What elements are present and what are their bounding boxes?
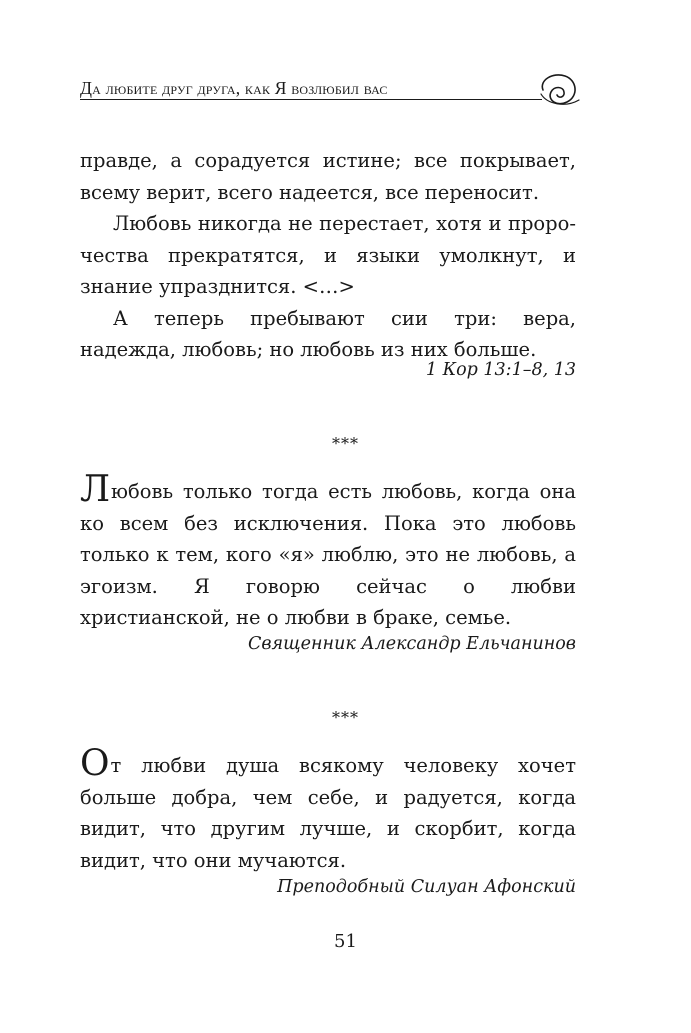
- swirl-ornament-icon: [535, 70, 583, 110]
- section-1-text: [80, 145, 576, 366]
- running-title: Да любите друг друга, как Я возлюбил вас: [80, 78, 388, 98]
- separator-1: ***: [332, 434, 359, 453]
- quote-2-body: юбовь только тогда есть любовь, когда она ко всем без исключения. Пока это любовь только к тем, кого «я» люблю, это не любовь, а эгоизм. Я говорю сейчас о любви христианской, не о любви в браке, семье.: [80, 480, 576, 629]
- attribution-1: 1 Кор 13:1–8, 13: [425, 360, 576, 380]
- section-2-text: [80, 469, 576, 634]
- running-header: [80, 76, 580, 106]
- quote-3-body: т любви душа всякому человеку хочет больше добра, чем себе, и радуется, когда видит, что другим лучше, и скорбит, когда видит, что они мучаются.: [80, 754, 576, 872]
- paragraph-2: Любовь никогда не перестает, хотя и пророчества прекратятся, и языки умолкнут, и знание упразднится. <…>: [80, 212, 576, 298]
- quote-2: [80, 469, 576, 634]
- quote-3: [80, 743, 576, 876]
- paragraph-1: правде, а сорадуется истине; все покрывает, всему верит, всего надеется, все переносит.: [80, 149, 576, 204]
- attribution-2: Священник Александр Ельчанинов: [247, 634, 576, 654]
- page-number: 51: [334, 931, 357, 952]
- separator-2: ***: [332, 708, 359, 727]
- header-rule: [80, 99, 542, 100]
- paragraph-3: А теперь пребывают сии три: вера, надежда, любовь; но любовь из них больше.: [80, 306, 576, 361]
- attribution-3: Преподобный Силуан Афонский: [277, 877, 576, 897]
- dropcap-3: О: [80, 743, 110, 784]
- dropcap-2: Л: [80, 469, 111, 510]
- section-3-text: [80, 743, 576, 876]
